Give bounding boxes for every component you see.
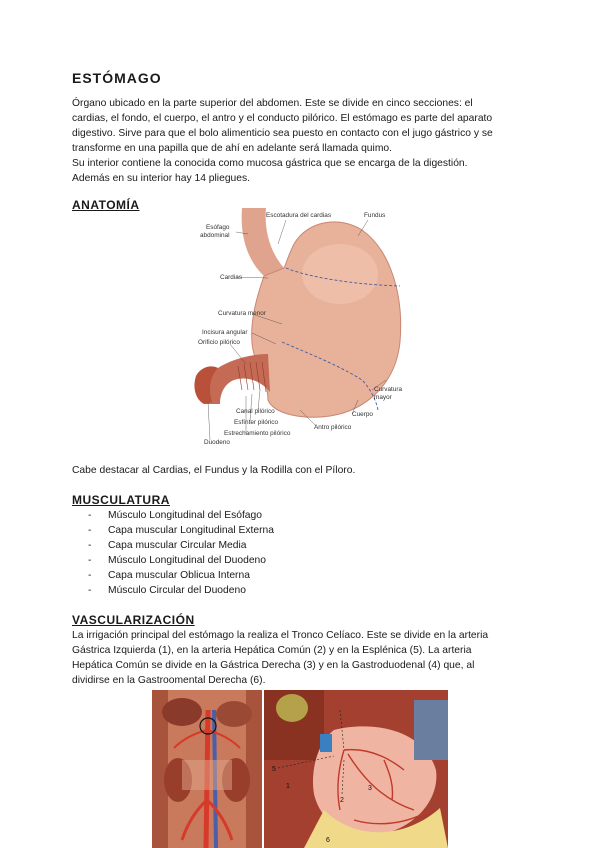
label-2: 2 <box>340 797 344 804</box>
intro-line: cardias, el fondo, el cuerpo, el antro y el conducto pilórico. El estómago es parte del aparato <box>72 113 493 124</box>
intro-line: digestivo. Sirve para que el bolo alimenticio sea puesto en contacto con el jugo gástrico y se <box>72 128 493 139</box>
label-antro: Antro pilórico <box>314 424 352 431</box>
stomach-arteries-figure <box>264 690 448 848</box>
intro-line: Además en su interior hay 14 pliegues. <box>72 173 251 184</box>
vasc-line: Gástrica Izquierda (1), en la arteria Hepática Común (2) y en la Esplénica (5). La arteria <box>72 645 472 656</box>
musculatura-list <box>88 508 274 598</box>
label-6: 6 <box>326 837 330 844</box>
label-orificio: Orificio pilórico <box>198 339 240 346</box>
label-curvatura-mayor: Curvatura <box>374 386 403 393</box>
label-estrechamiento: Estrechamiento pilórico <box>224 430 291 437</box>
label-esofago: Esófago <box>206 224 230 231</box>
musculatura-heading: MUSCULATURA <box>72 493 170 507</box>
label-fundus: Fundus <box>364 212 386 219</box>
intro-line: Su interior contiene la conocida como mucosa gástrica que se encarga de la digestión. <box>72 158 468 169</box>
vasc-line: La irrigación principal del estómago la realiza el Tronco Celíaco. Este se divide en la arteria <box>72 630 489 641</box>
anatomy-caption: Cabe destacar al Cardias, el Fundus y la Rodilla con el Píloro. <box>72 465 356 476</box>
abdominal-vessels-figure <box>152 690 262 848</box>
label-cuerpo: Cuerpo <box>352 411 373 418</box>
intro-line: transforme en una papilla que de ahí en adelante será llamada quimo. <box>72 143 392 154</box>
label-curvatura-menor: Curvatura menor <box>218 310 266 317</box>
vasc-line: Hepática Común se divide en la Gástrica Derecha (3) y en la Gastroduodenal (4) que, al <box>72 660 475 671</box>
label-curvatura-mayor-2: mayor <box>374 394 392 401</box>
label-incisura: Incisura angular <box>202 329 248 336</box>
list-item: - Músculo Longitudinal del Duodeno <box>88 553 274 568</box>
label-duodeno: Duodeno <box>204 439 230 446</box>
list-item: - Capa muscular Circular Media <box>88 538 274 553</box>
stomach-anatomy-figure <box>190 204 420 448</box>
label-5: 5 <box>272 766 276 773</box>
anatomy-heading: ANATOMÍA <box>72 198 140 212</box>
label-1: 1 <box>286 783 290 790</box>
label-canal: Canal pilórico <box>236 408 275 415</box>
list-item: - Músculo Longitudinal del Esófago <box>88 508 274 523</box>
page-title: ESTÓMAGO <box>72 70 162 86</box>
vasc-line: dividirse en la Gastroomental Derecha (6). <box>72 675 266 686</box>
list-item: - Capa muscular Longitudinal Externa <box>88 523 274 538</box>
vascularizacion-heading: VASCULARIZACIÓN <box>72 613 195 627</box>
label-esofago-abdominal: abdominal <box>200 232 230 239</box>
label-escotadura: Escotadura del cardias <box>266 212 332 219</box>
list-item: - Capa muscular Oblicua Interna <box>88 568 274 583</box>
label-3: 3 <box>368 785 372 792</box>
fundus-highlight <box>302 244 378 304</box>
pylorus-shape <box>204 354 270 404</box>
label-cardias: Cardias <box>220 274 243 281</box>
list-item: - Músculo Circular del Duodeno <box>88 583 274 598</box>
label-esfinter: Esfínter pilórico <box>234 419 279 426</box>
intro-line: Órgano ubicado en la parte superior del abdomen. Este se divide en cinco secciones: el <box>72 98 473 109</box>
